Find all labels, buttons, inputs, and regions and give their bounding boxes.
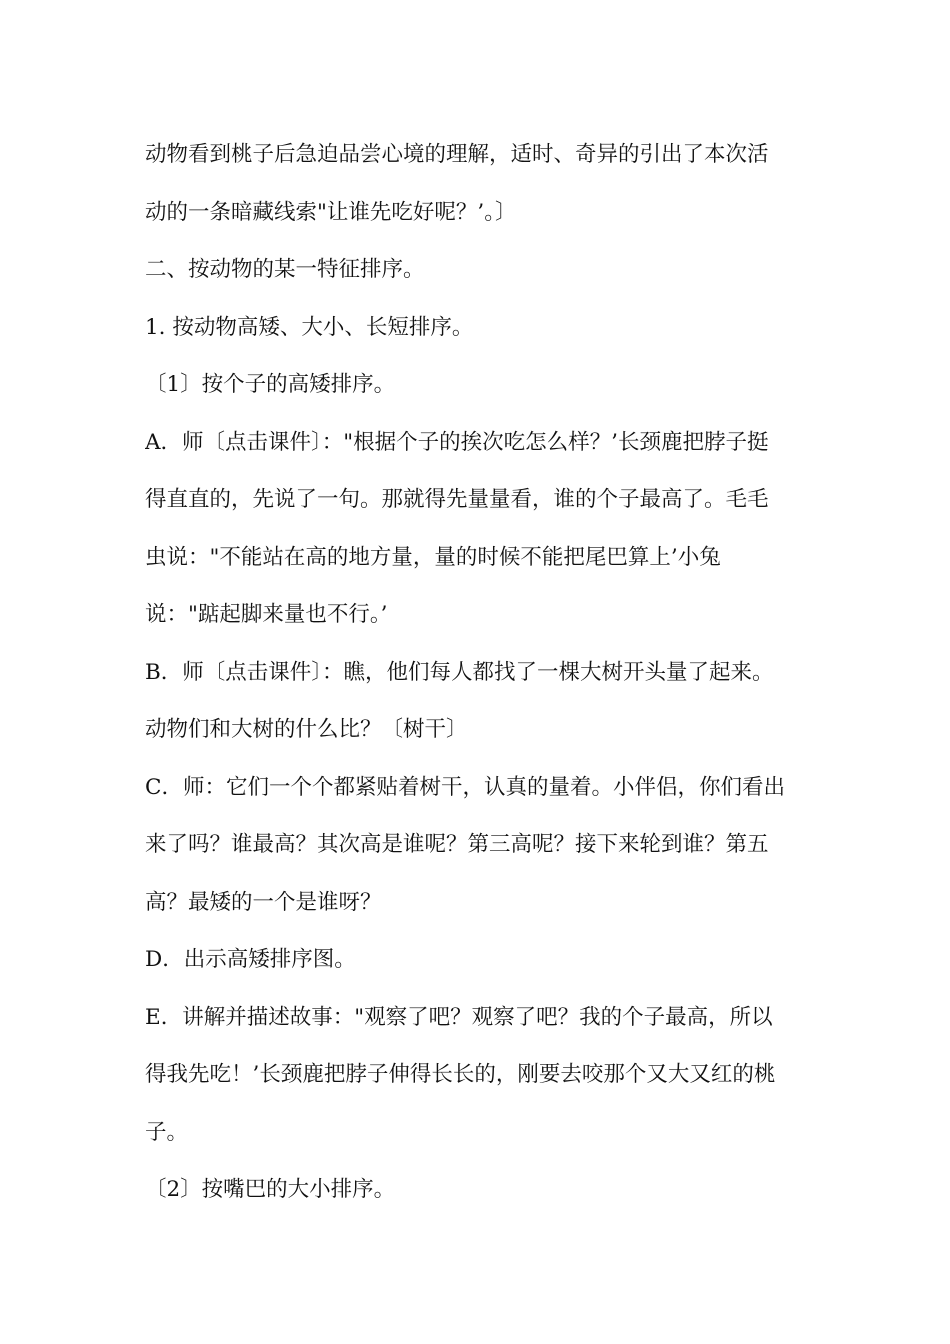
paragraph-line: 动的一条暗藏线索"让谁先吃好呢？’。〕 <box>145 199 517 225</box>
paragraph-line: 得我先吃！’长颈鹿把脖子伸得长长的，刚要去咬那个又大又红的桃 <box>145 1062 776 1087</box>
paragraph-line: C．师：它们一个个都紧贴着树干，认真的量着。小伴侣，你们看出 <box>145 774 785 800</box>
subsection-item: 〔1〕按个子的高矮排序。 <box>145 372 396 397</box>
document-body <box>145 126 815 1219</box>
subsection-heading: 1. 按动物高矮、大小、长短排序。 <box>145 314 474 340</box>
paragraph-line: 虫说："不能站在高的地方量，量的时候不能把尾巴算上’小兔 <box>145 544 721 570</box>
paragraph-line: 高？最矮的一个是谁呀？ <box>145 889 382 915</box>
section-heading: 二、按动物的某一特征排序。 <box>145 257 425 282</box>
subsection-item: 〔2〕按嘴巴的大小排序。 <box>145 1177 396 1202</box>
paragraph-line: 来了吗？谁最高？其次高是谁呢？第三高呢？接下来轮到谁？第五 <box>145 832 769 857</box>
paragraph-line: A．师〔点击课件〕："根据个子的挨次吃怎么样？’长颈鹿把脖子挺 <box>145 429 769 455</box>
paragraph-line: 动物们和大树的什么比？〔树干〕 <box>145 717 468 742</box>
paragraph-line: 说："踮起脚来量也不行。’ <box>145 602 388 627</box>
paragraph-line: E．讲解并描述故事："观察了吧？观察了吧？我的个子最高，所以 <box>145 1004 773 1030</box>
paragraph-line: 子。 <box>145 1119 189 1145</box>
paragraph-line: B．师〔点击课件〕：瞧，他们每人都找了一棵大树开头量了起来。 <box>145 659 774 685</box>
paragraph-line: 动物看到桃子后急迫品尝心境的理解，适时、奇异的引出了本次活 <box>145 142 769 167</box>
paragraph-line: D．出示高矮排序图。 <box>145 947 356 972</box>
paragraph-line: 得直直的，先说了一句。那就得先量量看，谁的个子最高了。毛毛 <box>145 487 769 512</box>
